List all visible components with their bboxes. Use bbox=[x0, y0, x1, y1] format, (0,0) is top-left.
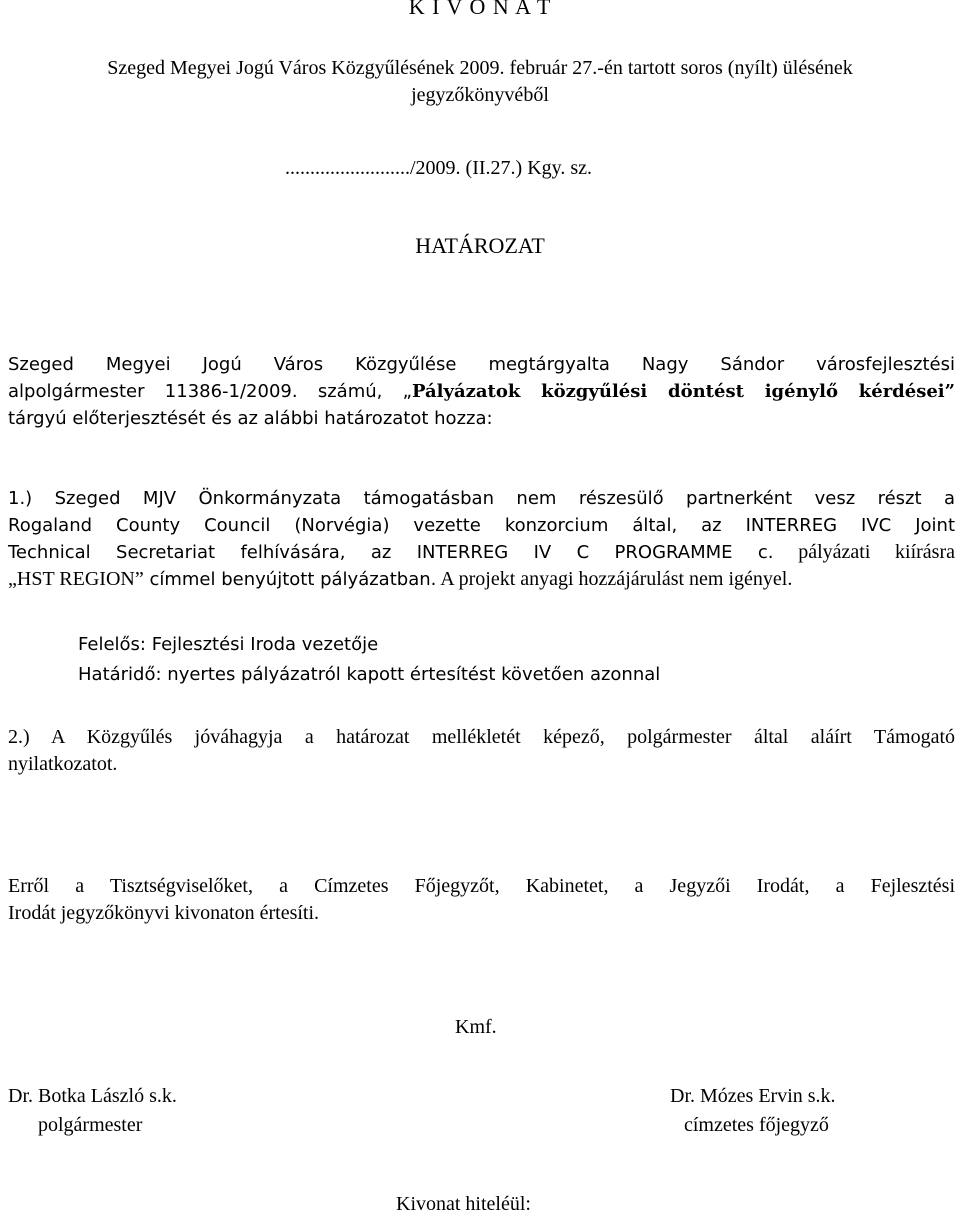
signatory-right-title: címzetes főjegyző bbox=[684, 1114, 829, 1136]
responsible-line: Felelős: Fejlesztési Iroda vezetője bbox=[78, 634, 379, 655]
notify-line1: Erről a Tisztségviselőket, a Címzetes Főjegyzőt, Kabinetet, a Jegyzői Irodát, a Fejlesztési bbox=[8, 875, 955, 897]
certified-copy-label: Kivonat hiteléül: bbox=[396, 1193, 531, 1215]
notify-line2: Irodát jegyzőkönyvi kivonaton értesíti. bbox=[8, 902, 320, 924]
signatory-right-name: Dr. Mózes Ervin s.k. bbox=[670, 1085, 836, 1107]
notification-paragraph bbox=[8, 873, 955, 927]
item2-line1: 2.) A Közgyűlés jóváhagyja a határozat mellékletét képező, polgármester által aláírt Támogató bbox=[8, 726, 955, 748]
deadline-line: Határidő: nyertes pályázatról kapott értesítést követően azonnal bbox=[78, 664, 661, 685]
decision-item-1 bbox=[8, 485, 955, 593]
intro-line1: Szeged Megyei Jogú Város Közgyűlése megtárgyalta Nagy Sándor városfejlesztési bbox=[8, 354, 955, 375]
item1-line3-serif: pályázati kiírásra bbox=[773, 541, 956, 563]
proposal-title-close-quote: ” bbox=[944, 381, 955, 402]
item1-line3 bbox=[8, 539, 955, 566]
decision-item-2 bbox=[8, 724, 955, 778]
document-subtitle-line1: Szeged Megyei Jogú Város Közgyűlésének 2009. február 27.-én tartott soros (nyílt) ülésének bbox=[107, 57, 853, 79]
item1-line4-serif: A projekt anyagi hozzájárulást nem igényel. bbox=[436, 568, 793, 590]
document-title: K I V O N A T bbox=[408, 0, 552, 19]
project-name: „HST REGION” bbox=[8, 568, 144, 590]
resolution-heading: HATÁROZAT bbox=[415, 233, 545, 258]
item1-line3-sans: Technical Secretariat felhívására, az INTERREG IV C PROGRAMME c. bbox=[8, 542, 774, 563]
intro-line2-pre: alpolgármester 11386-1/2009. számú, „ bbox=[8, 381, 412, 402]
intro-line3: tárgyú előterjesztését és az alábbi határozatot hozza: bbox=[8, 408, 493, 429]
signatory-left-title: polgármester bbox=[38, 1114, 143, 1136]
item1-line2: Rogaland County Council (Norvégia) vezette konzorcium által, az INTERREG IVC Joint bbox=[8, 515, 955, 536]
intro-paragraph bbox=[8, 351, 955, 432]
kmf-label: Kmf. bbox=[455, 1016, 497, 1038]
resolution-reference: ........................./2009. (II.27.) Kgy. sz. bbox=[285, 157, 593, 179]
signatory-left-name: Dr. Botka László s.k. bbox=[8, 1085, 177, 1107]
item1-line1: 1.) Szeged MJV Önkormányzata támogatásban nem részesülő partnerként vesz részt a bbox=[8, 488, 955, 509]
intro-line2 bbox=[8, 378, 955, 405]
document-subtitle-line2: jegyzőkönyvéből bbox=[411, 84, 549, 106]
item2-line2: nyilatkozatot. bbox=[8, 753, 118, 775]
proposal-title: Pályázatok közgyűlési döntést igénylő kérdései bbox=[411, 381, 945, 402]
item1-line4 bbox=[8, 566, 955, 593]
item1-line4-sans: címmel benyújtott pályázatban. bbox=[143, 569, 437, 590]
